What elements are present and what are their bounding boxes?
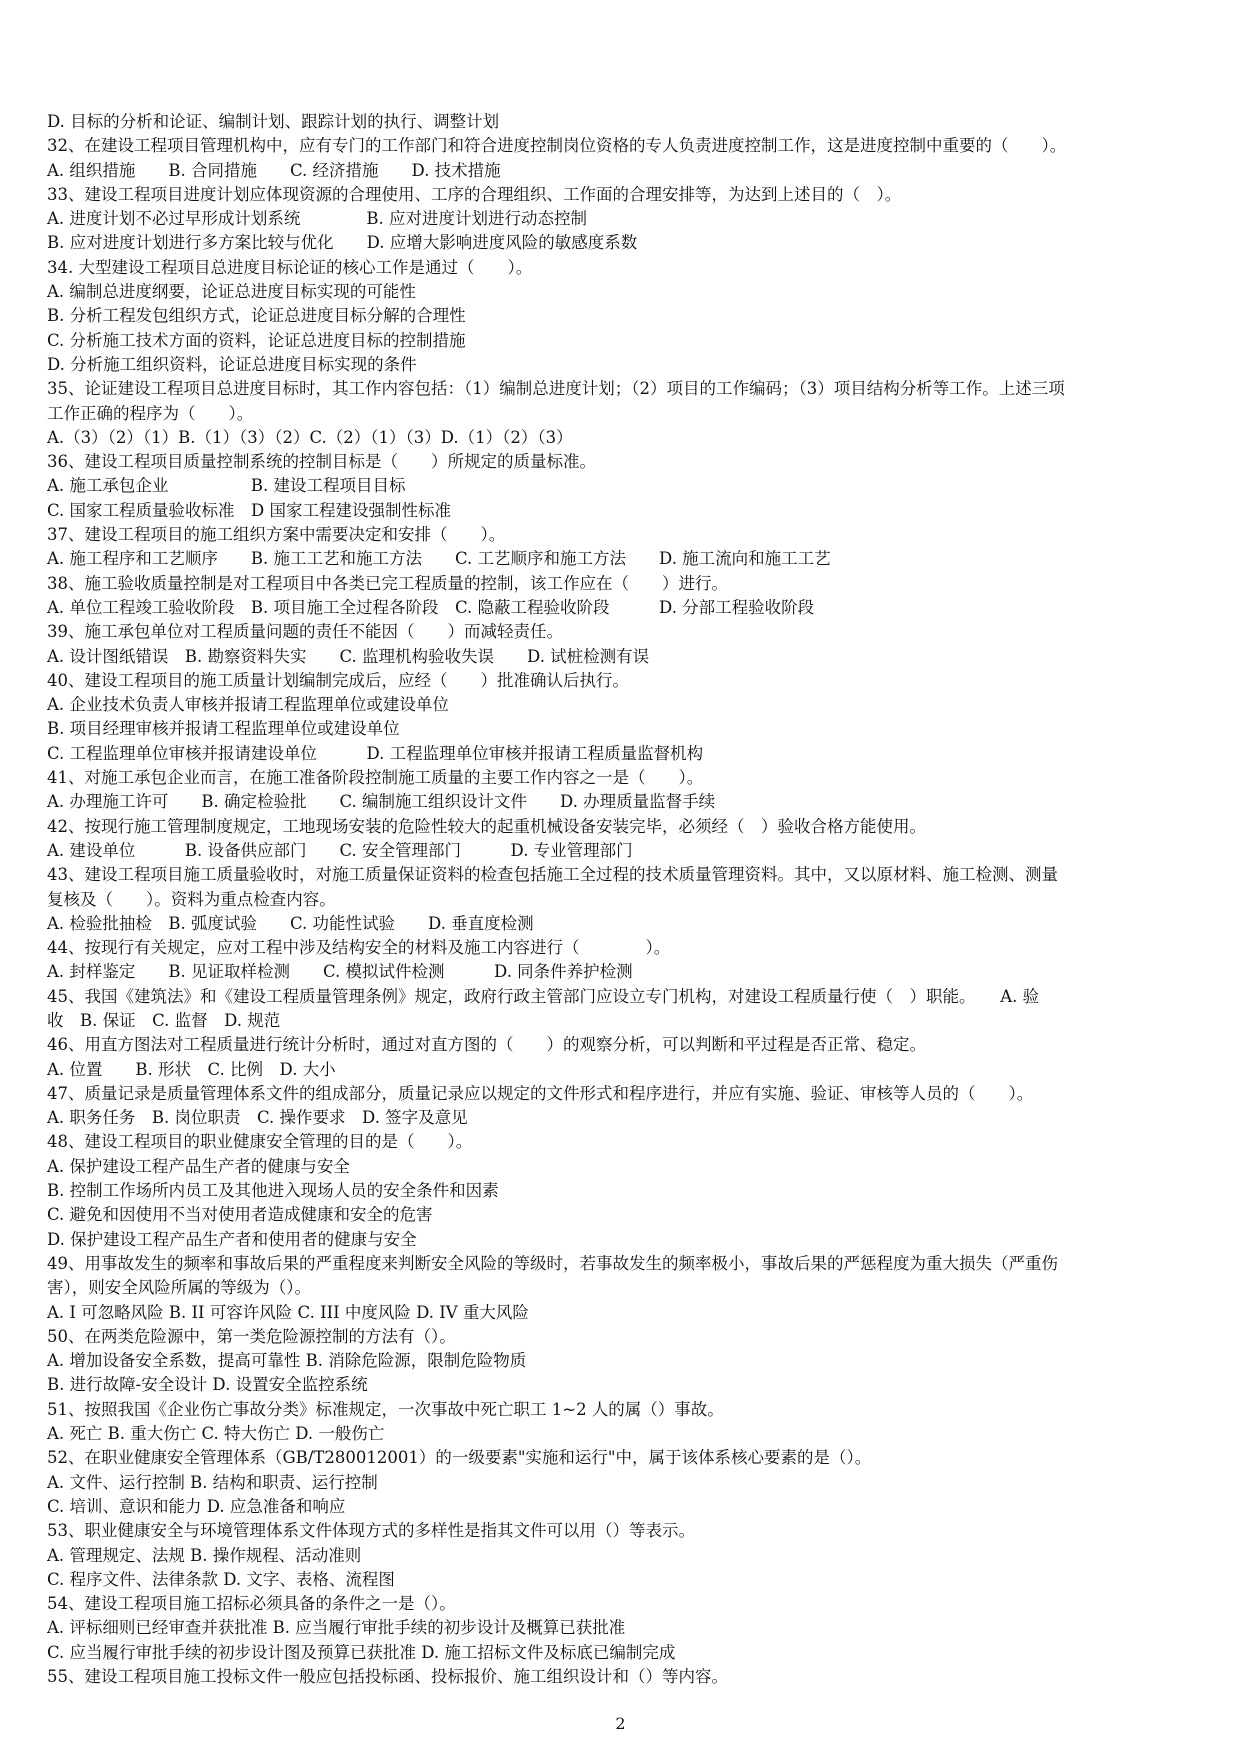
text-line: 32、在建设工程项目管理机构中，应有专门的工作部门和符合进度控制岗位资格的专人负责进度控制工作，这是进度控制中重要的（ ）。 — [47, 136, 1067, 156]
text-line: A. 办理施工许可 B. 确定检验批 C. 编制施工组织设计文件 D. 办理质量监督手续 — [47, 792, 716, 812]
document-body — [47, 110, 1197, 1689]
text-line: A.（3）（2）（1）B.（1）（3）（2）C.（2）（1）（3）D.（1）（2）（3） — [47, 427, 573, 447]
text-line: 40、建设工程项目的施工质量计划编制完成后，应经（ ）批准确认后执行。 — [47, 670, 629, 690]
text-line: C. 避免和因使用不当对使用者造成健康和安全的危害 — [47, 1205, 433, 1225]
text-line: A. 保护建设工程产品生产者的健康与安全 — [47, 1156, 350, 1176]
text-line: 35、论证建设工程项目总进度目标时，其工作内容包括：（1）编制总进度计划；（2）项目的工作编码；（3）项目结构分析等工作。上述三项 — [47, 379, 1065, 399]
text-line: A. I 可忽略风险 B. II 可容许风险 C. III 中度风险 D. IV 重大风险 — [47, 1302, 529, 1322]
text-line: 54、建设工程项目施工招标必须具备的条件之一是（）。 — [47, 1594, 456, 1614]
text-line: 害），则安全风险所属的等级为（）。 — [47, 1278, 311, 1298]
text-line: A. 死亡 B. 重大伤亡 C. 特大伤亡 D. 一般伤亡 — [47, 1424, 385, 1444]
text-line: 42、按现行施工管理制度规定，工地现场安装的危险性较大的起重机械设备安装完毕，必须经（ ）验收合格方能使用。 — [47, 816, 926, 836]
text-line: C. 工程监理单位审核并报请建设单位 D. 工程监理单位审核并报请工程质量监督机构 — [47, 743, 704, 763]
text-line: C. 分析施工技术方面的资料，论证总进度目标的控制措施 — [47, 330, 466, 350]
text-line: 收 B. 保证 C. 监督 D. 规范 — [47, 1010, 281, 1030]
text-line: 33、建设工程项目进度计划应体现资源的合理使用、工序的合理组织、工作面的合理安排等，为达到上述目的（ ）。 — [47, 184, 902, 204]
text-line: 44、按现行有关规定，应对工程中涉及结构安全的材料及施工内容进行（ ）。 — [47, 938, 671, 958]
text-line: A. 增加设备安全系数，提高可靠性 B. 消除危险源，限制危险物质 — [47, 1351, 527, 1371]
text-line: 复核及（ ）。资料为重点检查内容。 — [47, 889, 336, 909]
text-line: A. 进度计划不必过早形成计划系统 B. 应对进度计划进行动态控制 — [47, 209, 588, 229]
text-line: D. 分析施工组织资料，论证总进度目标实现的条件 — [47, 354, 417, 374]
text-line: A. 单位工程竣工验收阶段 B. 项目施工全过程各阶段 C. 隐蔽工程验收阶段 D. 分部工程验收阶段 — [47, 597, 815, 617]
text-line: D. 保护建设工程产品生产者和使用者的健康与安全 — [47, 1229, 417, 1249]
text-line: 50、在两类危险源中，第一类危险源控制的方法有（）。 — [47, 1326, 456, 1346]
text-line: B. 进行故障-安全设计 D. 设置安全监控系统 — [47, 1375, 368, 1395]
text-line: A. 管理规定、法规 B. 操作规程、活动准则 — [47, 1545, 362, 1565]
text-line: 37、建设工程项目的施工组织方案中需要决定和安排（ ）。 — [47, 525, 506, 545]
text-line: B. 应对进度计划进行多方案比较与优化 D. 应增大影响进度风险的敏感度系数 — [47, 233, 638, 253]
text-line: A. 企业技术负责人审核并报请工程监理单位或建设单位 — [47, 695, 449, 715]
text-line: 47、质量记录是质量管理体系文件的组成部分，质量记录应以规定的文件形式和程序进行，并应有实施、验证、审核等人员的（ ）。 — [47, 1083, 1034, 1103]
text-line: B. 控制工作场所内员工及其他进入现场人员的安全条件和因素 — [47, 1181, 499, 1201]
text-line: 38、施工验收质量控制是对工程项目中各类已完工程质量的控制，该工作应在（ ）进行。 — [47, 573, 728, 593]
text-line: 49、用事故发生的频率和事故后果的严重程度来判断安全风险的等级时，若事故发生的频率极小，事故后果的严惩程度为重大损失（严重伤 — [47, 1253, 1058, 1273]
text-line: 46、用直方图法对工程质量进行统计分析时，通过对直方图的（ ）的观察分析，可以判断和平过程是否正常、稳定。 — [47, 1035, 926, 1055]
text-line: 43、建设工程项目施工质量验收时，对施工质量保证资料的检查包括施工全过程的技术质量管理资料。其中，又以原材料、施工检测、测量 — [47, 865, 1058, 885]
text-line: B. 项目经理审核并报请工程监理单位或建设单位 — [47, 719, 400, 739]
text-line: 34. 大型建设工程项目总进度目标论证的核心工作是通过（ ）。 — [47, 257, 533, 277]
text-line: 工作正确的程序为（ ）。 — [47, 403, 254, 423]
text-line: 55、建设工程项目施工投标文件一般应包括投标函、投标报价、施工组织设计和（）等内容。 — [47, 1667, 728, 1686]
text-line: 39、施工承包单位对工程质量问题的责任不能因（ ）而减轻责任。 — [47, 622, 563, 642]
text-line: A. 封样鉴定 B. 见证取样检测 C. 模拟试件检测 D. 同条件养护检测 — [47, 962, 633, 982]
text-line: B. 分析工程发包组织方式，论证总进度目标分解的合理性 — [47, 306, 466, 326]
text-line: A. 施工承包企业 B. 建设工程项目目标 — [47, 476, 406, 496]
text-line: C. 程序文件、法律条款 D. 文字、表格、流程图 — [47, 1569, 395, 1589]
text-line: A. 位置 B. 形状 C. 比例 D. 大小 — [47, 1059, 336, 1079]
text-line: 48、建设工程项目的职业健康安全管理的目的是（ ）。 — [47, 1132, 473, 1152]
text-line: C. 应当履行审批手续的初步设计图及预算已获批准 D. 施工招标文件及标底已编制完成 — [47, 1642, 676, 1662]
text-line: A. 职务任务 B. 岗位职责 C. 操作要求 D. 签字及意见 — [47, 1108, 468, 1128]
text-line: 45、我国《建筑法》和《建设工程质量管理条例》规定，政府行政主管部门应设立专门机构，对建设工程质量行使（ ）职能。 A. 验 — [47, 986, 1040, 1006]
text-line: A. 建设单位 B. 设备供应部门 C. 安全管理部门 D. 专业管理部门 — [47, 840, 633, 860]
text-line: 53、职业健康安全与环境管理体系文件体现方式的多样性是指其文件可以用（）等表示。 — [47, 1521, 695, 1541]
text-line: A. 检验批抽检 B. 弧度试验 C. 功能性试验 D. 垂直度检测 — [47, 913, 534, 933]
text-line: C. 国家工程质量验收标准 D 国家工程建设强制性标准 — [47, 500, 452, 520]
text-line: 41、对施工承包企业而言，在施工准备阶段控制施工质量的主要工作内容之一是（ ）。 — [47, 768, 704, 788]
text-line: A. 评标细则已经审查并获批准 B. 应当履行审批手续的初步设计及概算已获批准 — [47, 1618, 626, 1638]
text-line: 52、在职业健康安全管理体系（GB/T280012001）的一级要素"实施和运行"中，属于该体系核心要素的是（）。 — [47, 1448, 872, 1468]
text-line: A. 文件、运行控制 B. 结构和职责、运行控制 — [47, 1472, 378, 1492]
text-line: D. 目标的分析和论证、编制计划、跟踪计划的执行、调整计划 — [47, 112, 500, 131]
text-line: A. 组织措施 B. 合同措施 C. 经济措施 D. 技术措施 — [47, 160, 501, 180]
text-line: 36、建设工程项目质量控制系统的控制目标是（ ）所规定的质量标准。 — [47, 452, 596, 472]
text-line: A. 编制总进度纲要，论证总进度目标实现的可能性 — [47, 282, 416, 302]
text-line: A. 设计图纸错误 B. 勘察资料失实 C. 监理机构验收失误 D. 试桩检测有误 — [47, 646, 650, 666]
text-line: C. 培训、意识和能力 D. 应急准备和响应 — [47, 1496, 346, 1516]
text-line: A. 施工程序和工艺顺序 B. 施工工艺和施工方法 C. 工艺顺序和施工方法 D. 施工流向和施工工艺 — [47, 549, 831, 569]
page-number: 2 — [615, 1714, 626, 1733]
text-line: 51、按照我国《企业伤亡事故分类》标准规定，一次事故中死亡职工 1~2 人的属（）事故。 — [47, 1399, 724, 1419]
